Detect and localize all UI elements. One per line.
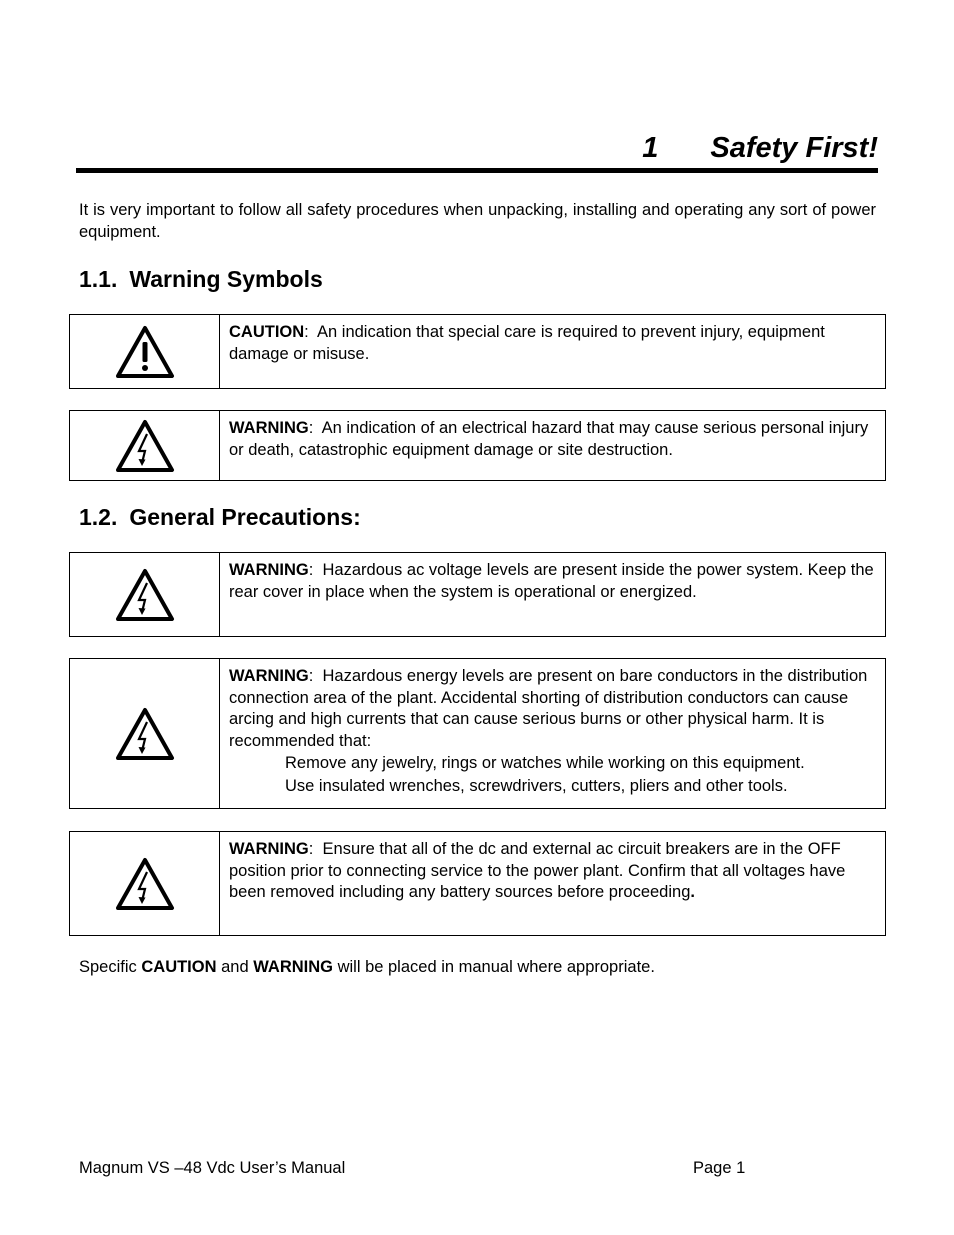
caution-notice [69, 314, 886, 389]
notice-keyword: CAUTION [229, 323, 305, 341]
notice-body: Hazardous energy levels are present on bare conductors in the distribution connection area of the plant. Accidental shorting of distribution conductors can cause arcing and high currents that can cause serious burns or other physical harm. It is recommended that: [229, 667, 868, 750]
title-rule [76, 168, 878, 173]
section-title: Warning Symbols [129, 266, 323, 292]
section-heading-warning-symbols [79, 264, 323, 294]
footer-page-number: Page 1 [693, 1159, 746, 1177]
section-number: 1.2. [79, 504, 118, 530]
notice-body: An indication of an electrical hazard that may cause serious personal injury or death, catastrophic equipment damage or site destruction. [229, 419, 869, 459]
notice-body: Hazardous ac voltage levels are present inside the power system. Keep the rear cover in place when the system is operational or energized. [229, 561, 874, 601]
notice-keyword: WARNING [229, 419, 309, 437]
closing-warning: WARNING [253, 958, 333, 976]
notice-text: WARNING: Hazardous ac voltage levels are present inside the power system. Keep the rear cover in place when the system is operational or energized. [229, 561, 874, 601]
electrical-hazard-icon [114, 706, 176, 762]
notice-icon-cell [70, 315, 220, 388]
footer-manual-title: Magnum VS –48 Vdc User’s Manual [79, 1159, 346, 1177]
notice-icon-cell [70, 659, 220, 808]
warning-notice [69, 658, 886, 809]
precaution-item: Remove any jewelry, rings or watches while working on this equipment. [285, 754, 805, 772]
section-number: 1.1. [79, 266, 118, 292]
section-heading-general-precautions [79, 502, 361, 532]
warning-notice [69, 410, 886, 481]
notice-body: Ensure that all of the dc and external ac circuit breakers are in the OFF position prior to connecting service to the power plant. Confirm that all voltages have been removed including any battery sources before proceeding [229, 840, 846, 901]
notice-keyword: WARNING [229, 840, 309, 858]
caution-exclamation-icon [114, 324, 176, 380]
intro-paragraph: It is very important to follow all safety procedures when unpacking, installing and operating any sort of power equipment. [79, 201, 876, 241]
closing-note: Specific CAUTION and WARNING will be placed in manual where appropriate. [79, 958, 655, 976]
notice-icon-cell [70, 832, 220, 935]
notice-icon-cell [70, 411, 220, 480]
notice-text: WARNING: An indication of an electrical hazard that may cause serious personal injury or death, catastrophic equipment damage or site destruction. [229, 419, 869, 459]
notice-keyword: WARNING [229, 561, 309, 579]
notice-text: WARNING: Ensure that all of the dc and external ac circuit breakers are in the OFF position prior to connecting service to the power plant. Confirm that all voltages have been removed including any battery sources before proceeding. [229, 840, 846, 901]
warning-notice [69, 552, 886, 637]
notice-text: WARNING: Hazardous energy levels are present on bare conductors in the distribution connection area of the plant. Accidental shorting of distribution conductors can cause arcing and high currents that can cause serious burns or other physical harm. It is recommended that: Remove any jewelry, rings or watches while working on this equipment. Use insulated wrenches, screwdrivers, cutters, pliers and other tools. [220, 659, 885, 808]
notice-keyword: WARNING [229, 667, 309, 685]
notice-body: An indication that special care is required to prevent injury, equipment damage or misuse. [229, 323, 825, 363]
closing-caution: CAUTION [141, 958, 217, 976]
section-title: General Precautions: [129, 504, 361, 530]
notice-text: CAUTION: An indication that special care is required to prevent injury, equipment damage or misuse. [229, 323, 825, 363]
chapter-number: 1 [642, 132, 659, 164]
electrical-hazard-icon [114, 856, 176, 912]
electrical-hazard-icon [114, 567, 176, 623]
chapter-title-text: Safety First! [710, 132, 878, 164]
chapter-title [78, 128, 878, 168]
warning-notice [69, 831, 886, 936]
notice-icon-cell [70, 553, 220, 636]
precaution-item: Use insulated wrenches, screwdrivers, cutters, pliers and other tools. [285, 777, 788, 795]
electrical-hazard-icon [114, 418, 176, 474]
